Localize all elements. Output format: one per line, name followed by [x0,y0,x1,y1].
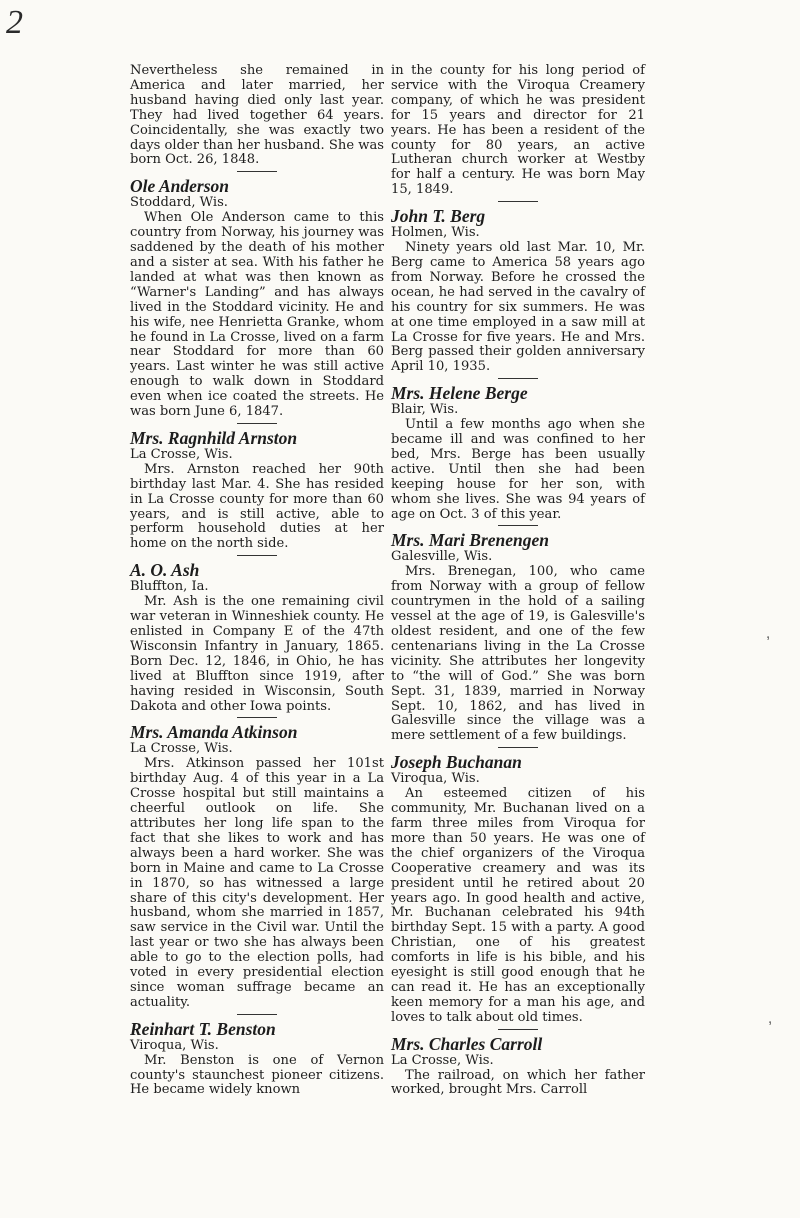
entry-place: La Crosse, Wis. [130,741,233,757]
entry-place: Viroqua, Wis. [130,1037,219,1053]
entry-name: Mrs. Amanda Atkinson [130,722,298,743]
entry-text: Mrs. Atkinson passed her 101st birthday Aug. 4 of this year in a La Crosse hospital but still maintains a cheerful outlook on life. She attributes her long life span to the fact that she likes to work and has always been a hard worker. She was born in Maine and came to La Crosse in 1870, so has witnessed a large share of this city's development. Her husband, whom she married in 1857, saw service in the Civil war. Until the last year or two she has always been able to go to the election polls, had voted in every presidential election since woman suffrage became an actuality. [130,756,384,1010]
separator-rule [237,423,277,424]
entry-text: An esteemed citizen of his community, Mr. Buchanan lived on a farm three miles from Viroqua for more than 50 years. He was one of the chief organizers of the Viroqua Cooperative creamery and was its president until he retired about 20 years ago. In good health and active, Mr. Buchanan celebrated his 94th birthday Sept. 15 with a party. A good Christian, one of his greatest comforts in life is his bible, and his eyesight is still good enough that he can read it. He has an exceptionally keen memory for a man his age, and loves to talk about old times. [391,786,645,1025]
entry-name: A. O. Ash [130,560,200,581]
entry-name: Mrs. Ragnhild Arnston [130,427,298,448]
entry-place: Holmen, Wis. [391,225,480,241]
separator-rule [237,1014,277,1015]
left-column [130,64,384,1098]
entry-name: Joseph Buchanan [391,752,522,773]
margin-comma-mark: , [768,1010,773,1027]
right-column [391,64,645,1098]
entry-text: Until a few months ago when she became ill and was confined to her bed, Mrs. Berge has been usually active. Until then she had been keeping house for her son, with whom she lives. She was 94 years of age on Oct. 3 of this year. [391,417,645,522]
continuation-text: Nevertheless she remained in America and later married, her husband having died only last year. They had lived together 64 years. Coincidentally, she was exactly two days older than her husband. She was born Oct. 26, 1848. [130,63,384,168]
entry-charles-carroll [391,1034,645,1099]
separator-rule [237,555,277,556]
entry-amanda-atkinson [130,722,384,1010]
entry-text: Mr. Benston is one of Vernon county's staunchest pioneer citizens. He became widely known [130,1052,384,1098]
entry-text: Mrs. Brenegan, 100, who came from Norway with a group of fellow countrymen in the hold of a sailing vessel at the age of 19, is Galesville's oldest resident, and one of the few centenarians living in the La Crosse vicinity. She attributes her longevity to “the will of God.” She was born Sept. 31, 1839, married in Norway Sept. 10, 1862, and has lived in Galesville since the village was a mere settlement of a few buildings. [391,564,645,744]
entry-name: Ole Anderson [130,176,230,197]
entry-place: La Crosse, Wis. [130,446,233,462]
separator-rule [498,378,538,379]
margin-comma-mark: , [766,625,771,642]
separator-rule [237,171,277,172]
entry-ao-ash [130,560,384,714]
entry-name: Mrs. Helene Berge [391,383,528,404]
entry-text: When Ole Anderson came to this country from Norway, his journey was saddened by the death of his mother and a sister at sea. With his father he landed at what was then known as “Warner's Landing” and has always lived in the Stoddard vicinity. He and his wife, nee Henrietta Granke, whom he found in La Crosse, lived on a farm near Stoddard for more than 60 years. Last winter he was still active enough to walk down in Stoddard even when ice coated the streets. He was born June 6, 1847. [130,210,384,420]
continuation-text: in the county for his long period of service with the Viroqua Creamery company, of which he was president for 15 years and director for 21 years. He has been a resident of the county for 80 years, an active Lutheran church worker at Westby for half a century. He was born May 15, 1849. [391,63,645,198]
separator-rule [237,717,277,718]
entry-place: Bluffton, Ia. [130,579,209,595]
separator-rule [498,1029,538,1030]
handwritten-page-number: 2 [6,4,23,41]
entry-text: The railroad, on which her father worked, brought Mrs. Carroll [391,1067,645,1098]
entry-text: Mr. Ash is the one remaining civil war veteran in Winneshiek county. He enlisted in Company E of the 47th Wisconsin Infantry in January, 1865. Born Dec. 12, 1846, in Ohio, he has lived at Bluffton since 1919, after having resided in Wisconsin, South Dakota and other Iowa points. [130,594,384,714]
entry-name: Mrs. Mari Brenengen [391,530,550,551]
entry-place: Galesville, Wis. [391,549,493,565]
entry-place: La Crosse, Wis. [391,1052,494,1068]
entry-place: Blair, Wis. [391,402,459,418]
separator-rule [498,525,538,526]
entry-place: Viroqua, Wis. [391,771,480,787]
entry-john-berg [391,206,645,375]
separator-rule [498,201,538,202]
entry-ragnhild-arnston [130,428,384,552]
entry-text: Mrs. Arnston reached her 90th birthday last Mar. 4. She has resided in La Crosse county for more than 60 years, and is still active, able to perform household duties at her home on the north side. [130,461,384,552]
entry-mari-brenengen [391,530,645,744]
entry-place: Stoddard, Wis. [130,195,228,211]
entry-ole-anderson [130,176,384,420]
entry-name: John T. Berg [391,206,486,227]
entry-reinhart-benston [130,1019,384,1099]
entry-joseph-buchanan [391,752,645,1025]
entry-helene-berge [391,383,645,522]
separator-rule [498,747,538,748]
entry-name: Reinhart T. Benston [130,1018,276,1039]
entry-name: Mrs. Charles Carroll [391,1033,543,1054]
entry-text: Ninety years old last Mar. 10, Mr. Berg came to America 58 years ago from Norway. Before he crossed the ocean, he had served in the cavalry of his country for six summers. He was at one time employed in a saw mill at La Crosse for five years. He and Mrs. Berg passed their golden anniversary April 10, 1935. [391,240,645,375]
